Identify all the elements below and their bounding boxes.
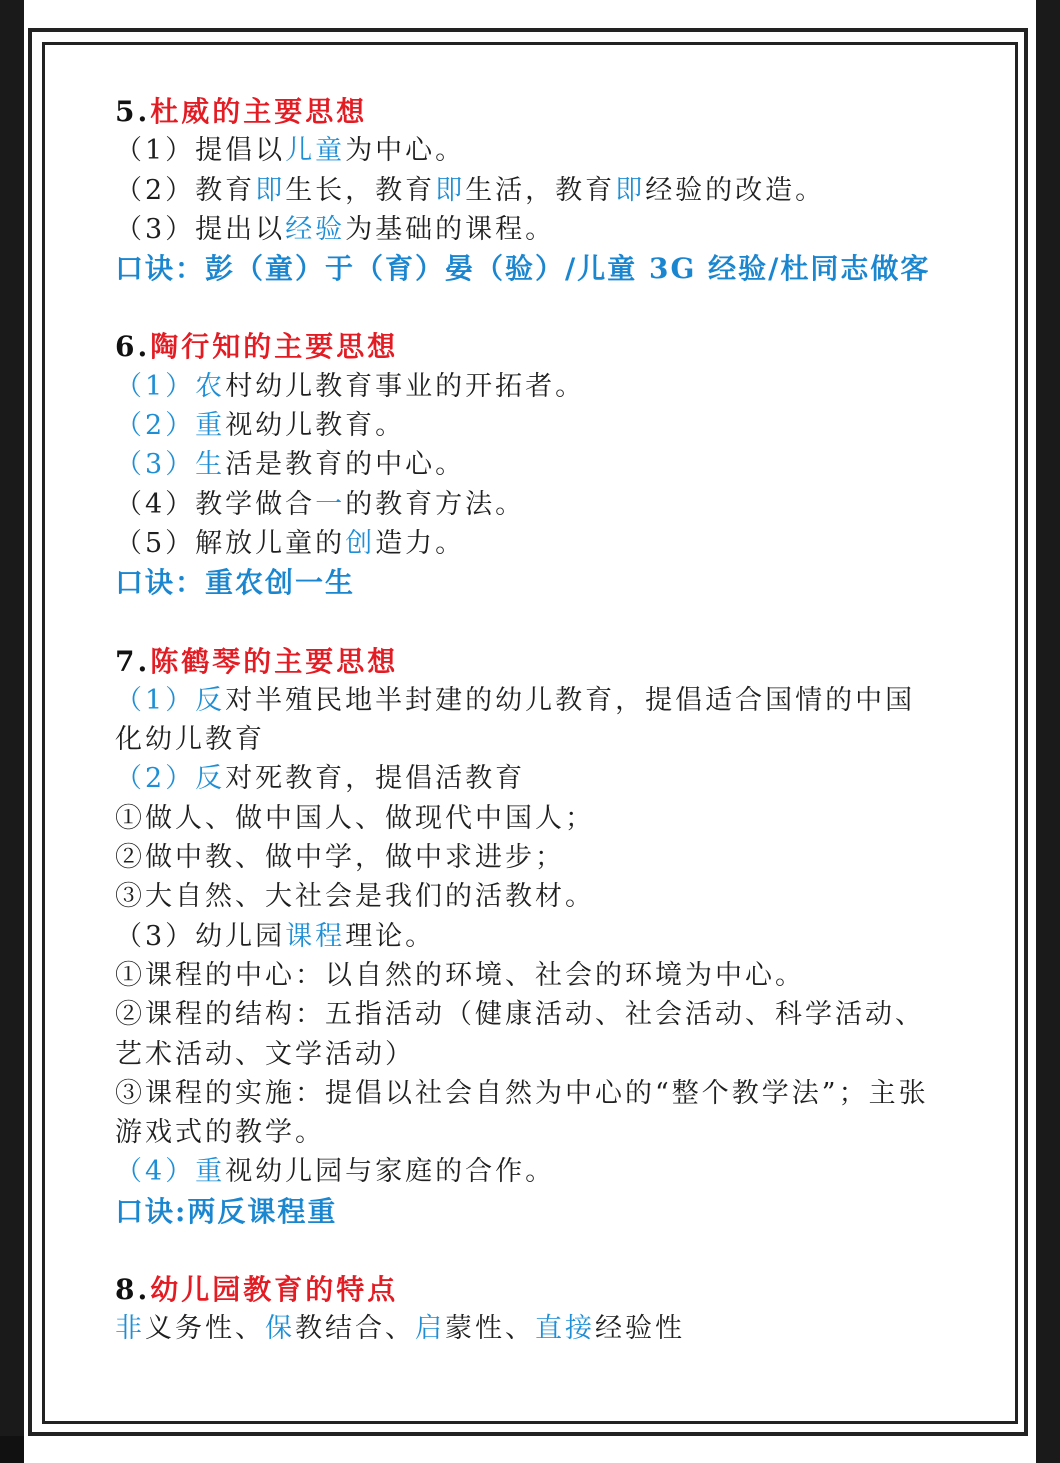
section-heading: 陈鹤琴的主要思想 (150, 644, 399, 678)
section-title (115, 642, 935, 681)
document-content (115, 92, 935, 1388)
line-text: ①课程的中心：以自然的环境、社会的环境为中心。 (115, 959, 805, 991)
content-line (115, 524, 935, 563)
line-text: 理论。 (345, 920, 436, 952)
section-heading: 幼儿园教育的特点 (150, 1273, 399, 1307)
keyword-highlight: （1）反 (115, 684, 226, 716)
section-number: 8. (115, 1273, 151, 1307)
content-line (115, 1309, 935, 1348)
section-6 (115, 327, 935, 602)
line-text: 村幼儿教育事业的开拓者。 (225, 370, 586, 402)
content-line (115, 917, 935, 956)
content-line (115, 1074, 935, 1153)
line-text: 活是教育的中心。 (225, 449, 466, 481)
mnemonic: 口诀:两反课程重 (115, 1194, 338, 1228)
content-line (115, 406, 935, 445)
keyword-highlight: （2）重 (115, 410, 226, 442)
section-8 (115, 1270, 935, 1349)
line-text: ②做中教、做中学，做中求进步； (115, 842, 565, 874)
line-text: 为中心。 (345, 135, 466, 167)
content-line (115, 838, 935, 877)
line-text: 视幼儿教育。 (225, 410, 406, 442)
line-text: ①做人、做中国人、做现代中国人； (115, 802, 595, 834)
line-text: 经验的改造。 (645, 174, 826, 206)
content-line (115, 485, 935, 524)
keyword-highlight: 即 (435, 174, 466, 206)
content-line (115, 131, 935, 170)
keyword-highlight: 创 (345, 527, 376, 559)
line-text: 对死教育，提倡活教育 (225, 763, 526, 795)
line-text: 为基础的课程。 (345, 213, 556, 245)
keyword-highlight: （1）农 (115, 370, 226, 402)
line-text: ②课程的结构：五指活动（健康活动、社会活动、科学活动、艺术活动、文学活动） (115, 999, 925, 1070)
section-number: 6. (115, 330, 151, 364)
line-text: 生活，教育 (465, 174, 616, 206)
section-number: 5. (115, 95, 151, 128)
keyword-highlight: 一 (315, 488, 346, 520)
line-text: （2）教育 (115, 174, 256, 206)
line-text: （3）幼儿园 (115, 920, 286, 952)
content-line (115, 1152, 935, 1191)
content-line (115, 445, 935, 484)
content-line (115, 995, 935, 1074)
section-title (115, 327, 935, 366)
line-text: （3）提出以 (115, 213, 286, 245)
line-text: 教结合、 (295, 1313, 415, 1345)
keyword-highlight: 即 (615, 174, 646, 206)
section-heading: 杜威的主要思想 (150, 95, 368, 128)
mnemonic: 口诀：彭（童）于（育）晏（验）/儿童 3G 经验/杜同志做客 (115, 252, 931, 286)
keyword-highlight: 儿童 (285, 135, 346, 167)
line-text: ③大自然、大社会是我们的活教材。 (115, 881, 595, 913)
line-text: 经验性 (595, 1313, 685, 1345)
line-text: 视幼儿园与家庭的合作。 (225, 1156, 556, 1188)
section-number: 7. (115, 644, 151, 678)
content-line (115, 681, 935, 760)
content-line (115, 956, 935, 995)
line-text: （1）提倡以 (115, 135, 286, 167)
line-text: （5）解放儿童的 (115, 527, 346, 559)
mnemonic: 口诀：重农创一生 (115, 566, 356, 600)
content-line (115, 171, 935, 210)
line-text: 生长，教育 (285, 174, 436, 206)
content-line (115, 367, 935, 406)
keyword-highlight: 非 (115, 1313, 145, 1345)
content-line (115, 799, 935, 838)
content-line (115, 759, 935, 798)
line-text: ③课程的实施：提倡以社会自然为中心的“整个教学法”；主张游戏式的教学。 (115, 1077, 929, 1149)
keyword-highlight: 直接 (535, 1313, 595, 1345)
section-title (115, 1270, 935, 1309)
line-text: 义务性、 (145, 1313, 265, 1345)
keyword-highlight: 即 (255, 174, 286, 206)
corner-mark (0, 1436, 24, 1463)
section-5 (115, 92, 935, 288)
keyword-highlight: 经验 (285, 213, 346, 245)
line-text: 对半殖民地半封建的幼儿教育，提倡适合国情的中国化幼儿教育 (115, 684, 916, 756)
section-heading: 陶行知的主要思想 (150, 330, 399, 364)
keyword-highlight: （4）重 (115, 1156, 226, 1188)
keyword-highlight: （3）生 (115, 449, 226, 481)
section-title (115, 92, 935, 131)
content-line (115, 877, 935, 916)
line-text: 造力。 (375, 527, 466, 559)
keyword-highlight: 课程 (285, 920, 346, 952)
line-text: （4）教学做合 (115, 488, 316, 520)
keyword-highlight: 保 (265, 1313, 295, 1345)
keyword-highlight: （2）反 (115, 763, 226, 795)
keyword-highlight: 启 (415, 1313, 445, 1345)
content-line (115, 210, 935, 249)
line-text: 的教育方法。 (345, 488, 526, 520)
line-text: 蒙性、 (445, 1313, 535, 1345)
section-7 (115, 642, 935, 1231)
